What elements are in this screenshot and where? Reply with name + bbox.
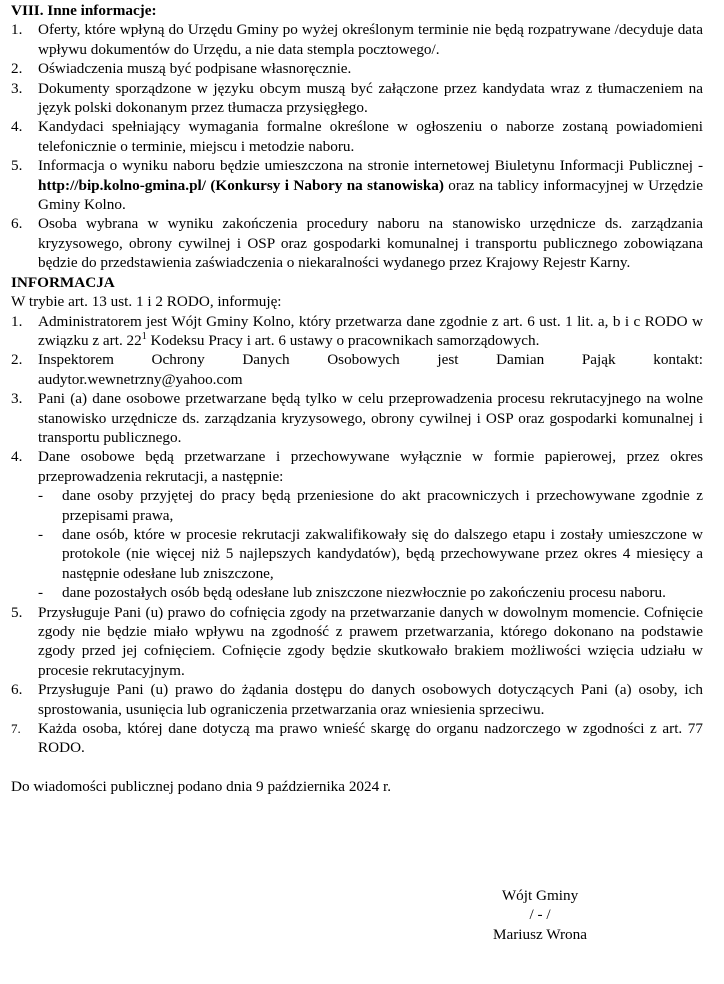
list-item-text: Osoba wybrana w wyniku zakończenia procedury naboru na stanowisko urzędnicze ds. zarządzania kryzysowego, obrony cywilnej i OSP oraz gospodarki komunalnej i transportu publicznego zobowiązana będzie do przedstawienia zaświadczenia o niekaralności wydanego przez Krajowy Rejestr Karny. — [38, 215, 703, 272]
list-item — [11, 117, 703, 156]
sublist-item — [38, 486, 703, 525]
list-item — [11, 79, 703, 118]
list-item — [11, 20, 703, 59]
list-item-text: Kodeksu Pracy i art. 6 ustawy o pracownikach samorządowych. — [146, 331, 540, 349]
list-item-number: 1. — [11, 21, 23, 39]
list-item-number: 4. — [11, 118, 23, 136]
bip-link-text: http://bip.kolno-gmina.pl/ (Konkursy i Nabory na stanowiska) — [38, 176, 444, 194]
retention-sublist — [38, 486, 703, 602]
list-item-text: Przysługuje Pani (u) prawo do cofnięcia zgody na przetwarzanie danych w dowolnym momencie. Cofnięcie zgody nie będzie miało wpływu na zgodność z prawem przetwarzania, którego dokonano na podstawie zgody przed jej cofnięciem. Cofnięcie zgody będzie skutkowało brakiem możliwości wzięcia udziału w procesie rekrutacyjnym. — [38, 603, 703, 679]
signature-mark: / - / — [529, 906, 551, 924]
list-item-text: oraz na tablicy informacyjnej w Urzędzie Gminy Kolno. — [38, 176, 703, 214]
list-item — [11, 350, 703, 389]
superscript: 1 — [141, 330, 147, 342]
list-item — [11, 603, 703, 681]
list-item — [11, 59, 703, 78]
list-item — [11, 312, 703, 351]
spacer — [11, 758, 703, 777]
list-item-text: Inspektorem Ochrony Danych Osobowych jest Damian Pająk kontakt: — [38, 351, 703, 369]
list-item-number: 5. — [11, 157, 23, 175]
information-list — [11, 312, 703, 758]
list-item-number: 4. — [11, 448, 23, 466]
list-item-number: 2. — [11, 351, 23, 369]
list-item-number: 3. — [11, 390, 23, 408]
list-item — [11, 389, 703, 447]
list-item — [11, 447, 703, 602]
sublist-item — [38, 583, 703, 602]
dash-bullet: - — [38, 525, 44, 543]
other-info-list — [11, 20, 703, 272]
sublist-item-text: dane pozostałych osób będą odesłane lub zniszczone niezwłocznie po zakończeniu procesu naboru. — [62, 584, 666, 602]
list-item-text: Kandydaci spełniający wymagania formalne określone w ogłoszeniu o naborze zostaną powiadomieni telefonicznie o terminie, miejscu i metodzie naboru. — [38, 118, 703, 155]
list-item-number: 3. — [11, 79, 23, 97]
list-item-number: 2. — [11, 60, 23, 78]
list-item-text: Pani (a) dane osobowe przetwarzane będą tylko w celu przeprowadzenia procesu rekrutacyjnego na wolne stanowisko urzędnicze ds. zarządzania kryzysowego, obrony cywilnej i OSP oraz gospodarki komunalnej i transportu publicznego. — [38, 390, 703, 446]
section-heading-other-info: VIII. Inne informacje: — [11, 2, 157, 19]
dash-bullet: - — [38, 487, 44, 505]
list-item — [11, 214, 703, 272]
list-item-text: Oświadczenia muszą być podpisane własnoręcznie. — [38, 60, 352, 78]
list-item-number: 6. — [11, 215, 23, 233]
dash-bullet: - — [38, 584, 44, 602]
list-item-text: Oferty, które wpłyną do Urzędu Gminy po wyżej określonym terminie nie będą rozpatrywane /decyduje data wpływu dokumentów do Urzędu, a nie data stempla pocztowego/. — [38, 21, 703, 58]
list-item-number: 5. — [11, 603, 23, 621]
list-item-number: 6. — [11, 681, 23, 699]
list-item-number: 7. — [11, 721, 21, 737]
list-item-text: Administratorem jest Wójt Gminy Kolno, który przetwarza dane zgodnie z art. 6 ust. 1 lit. a, b i c RODO w związku z art. 22 — [38, 312, 703, 349]
sublist-item-text: dane osoby przyjętej do pracy będą przeniesione do akt pracowniczych i przechowywane zgodnie z przepisami prawa, — [62, 487, 703, 524]
section-heading-information: INFORMACJA — [11, 273, 115, 291]
list-item-text: Dane osobowe będą przetwarzane i przechowywane wyłącznie w formie papierowej, przez okres przeprowadzenia rekrutacji, a następnie: — [38, 448, 703, 485]
list-item-text: Dokumenty sporządzone w języku obcym muszą być załączone przez kandydata wraz z tłumaczeniem na język polski dokonanym przez tłumacza przysięgłego. — [38, 79, 703, 117]
document-page — [11, 1, 703, 796]
sublist-item — [38, 525, 703, 583]
signature-name: Mariusz Wrona — [492, 925, 587, 943]
signature-title: Wójt Gminy — [501, 887, 579, 904]
list-item — [11, 156, 703, 214]
contact-email: audytor.wewnetrzny@yahoo.com — [38, 370, 243, 388]
list-item-text: Każda osoba, której dane dotyczą ma prawo wnieść skargę do organu nadzorczego w zgodności z art. 77 RODO. — [38, 720, 703, 757]
list-item — [11, 719, 703, 758]
list-item-text: Przysługuje Pani (u) prawo do żądania dostępu do danych osobowych dotyczących Pani (a) osoby, ich sprostowania, usunięcia lub ograniczenia przetwarzania oraz wniesienia sprzeciwu. — [38, 681, 703, 718]
publication-date: Do wiadomości publicznej podano dnia 9 października 2024 r. — [11, 777, 392, 795]
sublist-item-text: dane osób, które w procesie rekrutacji zakwalifikowały się do dalszego etapu i zostały umieszczone w protokole (nie więcej niż 5 najlepszych kandydatów), będą przechowywane przez okres 4 miesięcy a następnie odesłane lub zniszczone, — [62, 525, 703, 582]
list-item — [11, 680, 703, 719]
information-intro: W trybie art. 13 ust. 1 i 2 RODO, informuję: — [11, 293, 282, 311]
list-item-number: 1. — [11, 312, 23, 330]
list-item-text: Informacja o wyniku naboru będzie umieszczona na stronie internetowej Biuletynu Informacji Publicznej - — [38, 157, 703, 175]
signature-block — [440, 886, 640, 944]
